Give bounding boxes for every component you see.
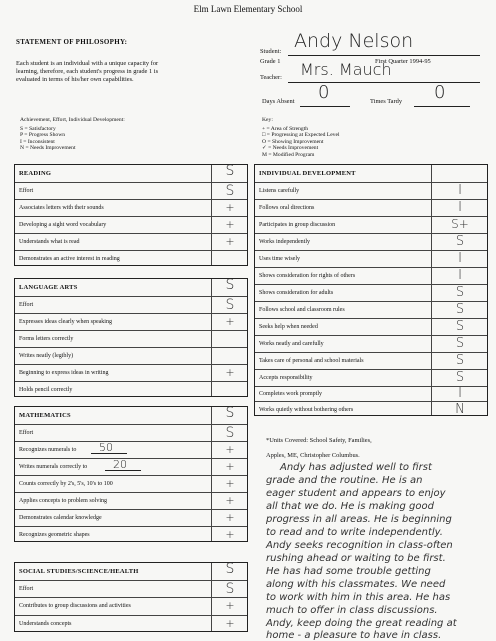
numerals-write-fill: 20 (113, 458, 127, 471)
legend-left-item: P = Progress Shown (20, 132, 66, 138)
grade-mark: + (225, 315, 235, 328)
grade-mark: + (225, 511, 235, 524)
grade-mark: + (225, 494, 235, 507)
grade-mark: + (225, 443, 235, 456)
table-row (255, 199, 487, 216)
units-line-1: *Units Covered: School Safety, Families, (266, 437, 372, 444)
grade-mark: S (455, 319, 465, 334)
grade-label: Grade 1 (260, 58, 281, 65)
teacher-comment (266, 462, 492, 640)
table-row (255, 182, 487, 199)
legend-right (262, 117, 340, 158)
legend-left-item: S = Satisfactory (20, 125, 56, 132)
legend-right-item: □ = Progressing at Expected Level (262, 132, 340, 138)
teacher-name: Mrs. Mauch (300, 60, 392, 79)
comment-line: Andy, keep doing the great reading at (266, 618, 457, 629)
student-label: Student: (260, 48, 282, 55)
row-label: Effort (19, 586, 34, 592)
grade-mark: S (225, 297, 235, 313)
comment-line: Andy has adjusted well to first (280, 462, 432, 473)
social-studies-title: SOCIAL STUDIES/SCIENCE/HEALTH (19, 568, 139, 575)
table-row (15, 526, 247, 543)
table-row (15, 233, 247, 250)
row-label: Uses time wisely (259, 256, 300, 262)
grade-mark: S (455, 353, 465, 368)
row-label: Effort (19, 430, 34, 436)
grade-mark: S (455, 370, 465, 385)
grade-mark: + (225, 366, 235, 379)
grade-mark: I (458, 200, 462, 215)
grade-mark: S (455, 234, 465, 249)
grade-mark: + (225, 201, 235, 214)
grade-mark: I (458, 268, 462, 283)
comment-line: rushing ahead or waiting to be first. (266, 553, 446, 564)
row-label: Holds pencil correctly (19, 387, 73, 393)
legend-right-item: + = Area of Strength (262, 125, 309, 132)
grade-mark: I (458, 251, 462, 266)
table-row (255, 335, 487, 352)
grade-mark: N (455, 402, 465, 417)
row-label: Works neatly and carefully (259, 341, 324, 347)
table-row (15, 424, 247, 441)
table-row (15, 580, 247, 597)
table-row (255, 250, 487, 267)
row-label: Understands concepts (19, 621, 72, 627)
legend-left-item: N = Needs Improvement (20, 145, 76, 151)
student-name: Andy Nelson (294, 30, 414, 52)
grade-mark: S (225, 425, 235, 441)
row-label: Follows school and classroom rules (259, 307, 345, 313)
grade-mark: + (225, 528, 235, 541)
table-row (15, 458, 247, 475)
teacher-label: Teacher: (260, 74, 282, 81)
comment-line: much to offer in class discussions. (266, 605, 438, 616)
table-row (255, 284, 487, 301)
table-row (15, 199, 247, 216)
comment-line: all that we do. He is making good (266, 501, 434, 512)
comment-line: grade and the routine. He is an (266, 475, 423, 486)
philosophy-heading: STATEMENT OF PHILOSOPHY: (16, 38, 128, 46)
times-tardy-value: 0 (434, 82, 446, 103)
row-label: Works quietly without bothering others (259, 407, 354, 413)
table-row (15, 182, 247, 199)
table-row (15, 330, 247, 347)
individual-development-title: INDIVIDUAL DEVELOPMENT (259, 170, 356, 177)
table-row (255, 352, 487, 369)
row-label: Takes care of personal and school materials (259, 358, 364, 364)
philosophy-line-1: Each student is an individual with a unique capacity for (16, 60, 159, 67)
table-row (255, 233, 487, 250)
row-label: Writes numerals correctly to (19, 464, 88, 470)
language-arts-title: LANGUAGE ARTS (19, 284, 78, 291)
reading-title-mark: S (225, 163, 235, 179)
row-label: Writes neatly (legibly) (19, 353, 74, 359)
row-label: Listens carefully (259, 188, 300, 194)
social-studies-section (14, 562, 248, 632)
reading-title: READING (19, 170, 52, 177)
row-label: Seeks help when needed (259, 324, 318, 330)
legend-right-item: O = Showing Improvement (262, 138, 324, 145)
grade-mark: + (225, 477, 235, 490)
row-label: Associates letters with their sounds (19, 205, 104, 211)
comment-line: He has had some trouble getting (266, 566, 431, 577)
comment-line: progress in all areas. He is beginning (266, 514, 452, 525)
grade-mark: S (225, 581, 235, 597)
table-row (15, 475, 247, 492)
legend-right-item: ✓ = Needs Improvement (262, 145, 319, 151)
table-row (15, 216, 247, 233)
philosophy-line-3: evaluated in terms of his/her own capabilities. (16, 76, 134, 83)
table-row (255, 401, 487, 417)
language-arts-title-mark: S (225, 277, 235, 293)
days-absent-label: Days Absent (262, 98, 295, 105)
individual-development-section (254, 164, 488, 416)
grade-mark: I (458, 183, 462, 198)
school-name: Elm Lawn Elementary School (193, 4, 303, 14)
legend-right-title: Key: (262, 117, 273, 123)
table-row (255, 369, 487, 386)
table-row (15, 509, 247, 526)
table-row (15, 615, 247, 633)
table-row (255, 301, 487, 318)
grade-mark: + (225, 218, 235, 231)
grade-mark: S (455, 285, 465, 300)
table-row (15, 364, 247, 381)
row-label: Recognizes numerals to (19, 447, 77, 453)
grade-mark: S (455, 302, 465, 317)
grade-mark: + (225, 460, 235, 473)
comment-line: Andy seeks recognition in class-often (266, 540, 453, 551)
table-row (255, 386, 487, 401)
row-label: Follows oral directions (259, 205, 315, 211)
grade-mark: I (458, 386, 462, 401)
legend-left-item: I = Inconsistent (20, 138, 55, 145)
table-row (255, 216, 487, 233)
row-label: Recognizes geometric shapes (19, 532, 90, 538)
grade-mark: + (225, 617, 235, 630)
table-row (15, 381, 247, 398)
grade-mark: S+ (451, 217, 469, 231)
row-label: Shows consideration for rights of others (259, 273, 356, 279)
row-label: Completes work promptly (259, 391, 322, 397)
mathematics-section (14, 406, 248, 542)
row-label: Shows consideration for adults (259, 290, 334, 296)
row-label: Understands what is read (19, 239, 80, 245)
table-row (15, 597, 247, 615)
comment-line: to work with him in this area. He has (266, 592, 451, 603)
philosophy-line-2: learning, therefore, each student's progress in grade 1 is (16, 68, 159, 75)
comment-line: to read and to write independently. (266, 527, 443, 538)
table-row (15, 441, 247, 458)
row-label: Demonstrates calendar knowledge (19, 515, 102, 521)
grade-mark: S (225, 183, 235, 199)
row-label: Effort (19, 302, 34, 308)
row-label: Participates in group discussion (259, 222, 336, 228)
grade-mark: + (225, 599, 235, 612)
table-row (15, 492, 247, 509)
quarter-label: First Quarter 1994-95 (375, 58, 431, 65)
row-label: Demonstrates an active interest in reading (19, 256, 120, 262)
row-label: Developing a sight word vocabulary (19, 222, 107, 228)
table-row (15, 313, 247, 330)
reading-section (14, 164, 248, 266)
row-label: Applies concepts to problem solving (19, 498, 107, 504)
table-row (255, 318, 487, 335)
times-tardy-label: Times Tardy (370, 98, 403, 105)
days-absent-value: 0 (318, 82, 330, 103)
legend-left-title: Achievement, Effort, Individual Development: (20, 117, 125, 123)
language-arts-section (14, 278, 248, 397)
numerals-recognize-fill: 50 (99, 441, 113, 454)
comment-line: eager student and appears to enjoy (266, 488, 446, 499)
units-line-2: Apples, ME, Christopher Columbus. (266, 452, 360, 459)
row-label: Works independently (259, 239, 311, 245)
grade-mark: + (225, 235, 235, 248)
row-label: Beginning to express ideas in writing (19, 370, 109, 376)
row-label: Contributes to group discussions and activities (19, 603, 131, 609)
legend-right-item: M = Modified Program (262, 151, 315, 158)
mathematics-title: MATHEMATICS (19, 412, 71, 419)
comment-line: home - a pleasure to have in class. (266, 630, 442, 641)
row-label: Accepts responsibility (259, 375, 313, 381)
row-label: Expresses ideas clearly when speaking (19, 319, 112, 325)
comment-line: along with his classmates. We need (266, 579, 446, 590)
row-label: Forms letters correctly (19, 336, 74, 342)
social-studies-title-mark: S (225, 561, 235, 577)
mathematics-title-mark: S (225, 405, 235, 421)
grade-mark: S (455, 336, 465, 351)
table-row (15, 347, 247, 364)
row-label: Effort (19, 188, 34, 194)
table-row (15, 296, 247, 313)
table-row (15, 250, 247, 267)
table-row (255, 267, 487, 284)
row-label: Counts correctly by 2's, 5's, 10's to 100 (19, 481, 113, 487)
legend-left (20, 117, 125, 152)
